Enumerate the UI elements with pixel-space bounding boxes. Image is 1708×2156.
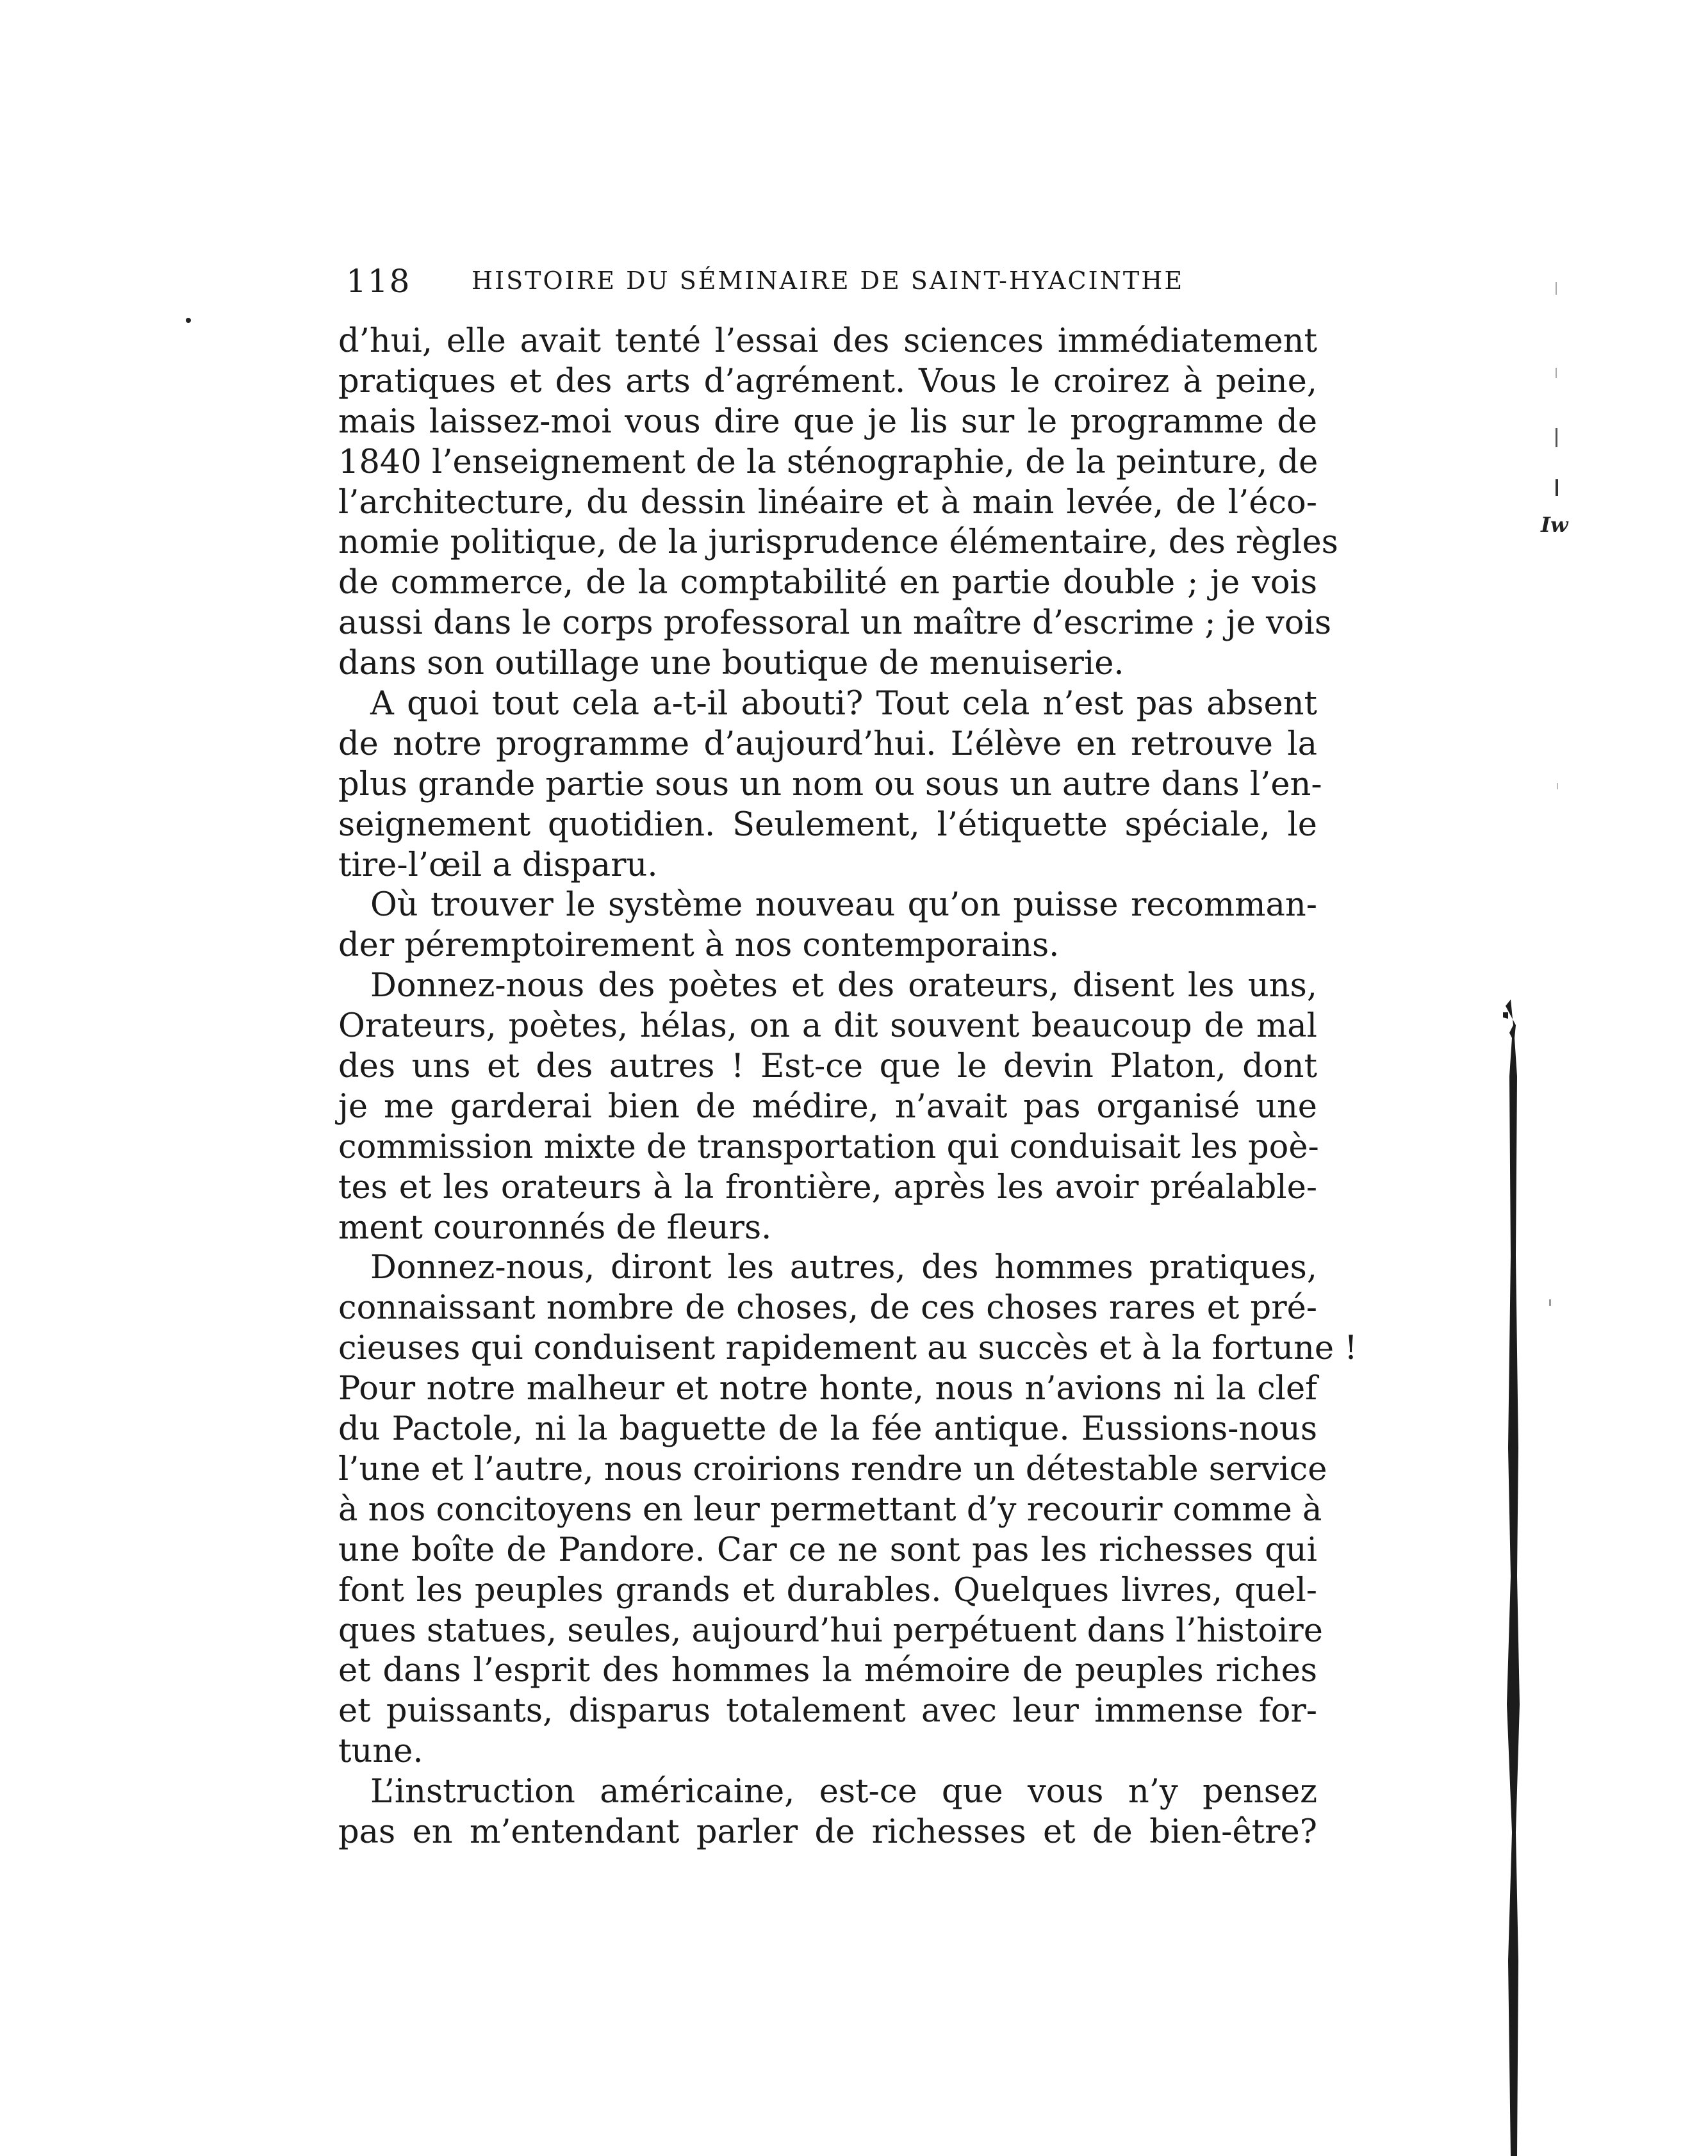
text-line: mais laissez-moi vous dire que je lis sur le programme de (338, 402, 1317, 441)
text-line: tune. (338, 1732, 423, 1771)
margin-speck (1556, 368, 1557, 378)
margin-speck (1557, 783, 1558, 789)
text-line: et puissants, disparus totalement avec leur immense for- (338, 1692, 1317, 1731)
page-header (340, 263, 1198, 301)
text-line: des uns et des autres ! Est-ce que le devin Platon, dont (338, 1048, 1317, 1086)
text-line: de commerce, de la comptabilité en partie double ; je vois (338, 564, 1317, 602)
text-line: seignement quotidien. Seulement, l’étiquette spéciale, le (338, 805, 1317, 844)
margin-speck (1556, 479, 1558, 496)
margin-speck (1556, 282, 1557, 295)
text-line: font les peuples grands et durables. Quelques livres, quel- (338, 1571, 1317, 1609)
text-line: nomie politique, de la jurisprudence élémentaire, des règles (338, 523, 1338, 562)
stray-ink-dot (186, 318, 191, 323)
page-binding-shadow (1502, 1000, 1521, 2156)
text-line: Où trouver le système nouveau qu’on puisse recomman- (370, 886, 1317, 925)
text-line: der péremptoirement à nos contemporains. (338, 926, 1060, 965)
text-line: du Pactole, ni la baguette de la fée antique. Eussions-nous (338, 1410, 1317, 1449)
text-line: aussi dans le corps professoral un maître d’escrime ; je vois (338, 604, 1331, 643)
text-line: tes et les orateurs à la frontière, après les avoir préalable- (338, 1168, 1317, 1206)
text-line: A quoi tout cela a-t-il abouti? Tout cela n’est pas absent (370, 685, 1317, 723)
text-line: et dans l’esprit des hommes la mémoire de peuples riches (338, 1652, 1317, 1690)
text-line: l’architecture, du dessin linéaire et à main levée, de l’éco- (338, 483, 1317, 522)
text-line: l’une et l’autre, nous croirions rendre un détestable service (338, 1450, 1327, 1488)
text-line: pas en m’entendant parler de richesses et de bien-être? (338, 1813, 1317, 1851)
text-line: Donnez-nous, diront les autres, des hommes pratiques, (370, 1249, 1317, 1287)
text-line: Donnez-nous des poètes et des orateurs, disent les uns, (370, 967, 1317, 1005)
text-line: à nos concitoyens en leur permettant d’y recourir comme à (338, 1490, 1322, 1529)
text-line: L’instruction américaine, est-ce que vous n’y pensez (370, 1773, 1317, 1811)
running-title: HISTOIRE DU SÉMINAIRE DE SAINT-HYACINTHE (472, 267, 1185, 295)
text-line: plus grande partie sous un nom ou sous un autre dans l’en- (338, 765, 1322, 803)
text-line: ques statues, seules, aujourd’hui perpétuent dans l’histoire (338, 1611, 1323, 1650)
margin-speck (1549, 1299, 1551, 1306)
page-number: 118 (346, 263, 411, 300)
text-line: 1840 l’enseignement de la sténographie, de la peinture, de (338, 443, 1318, 481)
text-line: tire-l’œil a disparu. (338, 846, 658, 884)
text-line: commission mixte de transportation qui conduisait les poè- (338, 1128, 1319, 1166)
text-line: d’hui, elle avait tenté l’essai des sciences immédiatement (338, 322, 1317, 360)
body-text (338, 322, 1358, 1853)
text-line: ment couronnés de fleurs. (338, 1208, 772, 1247)
text-line: pratiques et des arts d’agrément. Vous le croirez à peine, (338, 362, 1317, 400)
margin-handwriting: Iw (1541, 513, 1568, 537)
text-line: dans son outillage une boutique de menuiserie. (338, 645, 1124, 683)
text-line: une boîte de Pandore. Car ce ne sont pas les richesses qui (338, 1531, 1317, 1569)
text-line: connaissant nombre de choses, de ces choses rares et pré- (338, 1289, 1317, 1328)
margin-speck (1556, 428, 1557, 447)
text-line: je me garderai bien de médire, n’avait pas organisé une (338, 1087, 1317, 1126)
text-line: Orateurs, poètes, hélas, on a dit souvent beaucoup de mal (338, 1007, 1317, 1046)
text-line: cieuses qui conduisent rapidement au succès et à la fortune ! (338, 1329, 1358, 1368)
text-line: de notre programme d’aujourd’hui. L’élève en retrouve la (338, 725, 1317, 763)
text-line: Pour notre malheur et notre honte, nous n’avions ni la clef (338, 1370, 1317, 1408)
